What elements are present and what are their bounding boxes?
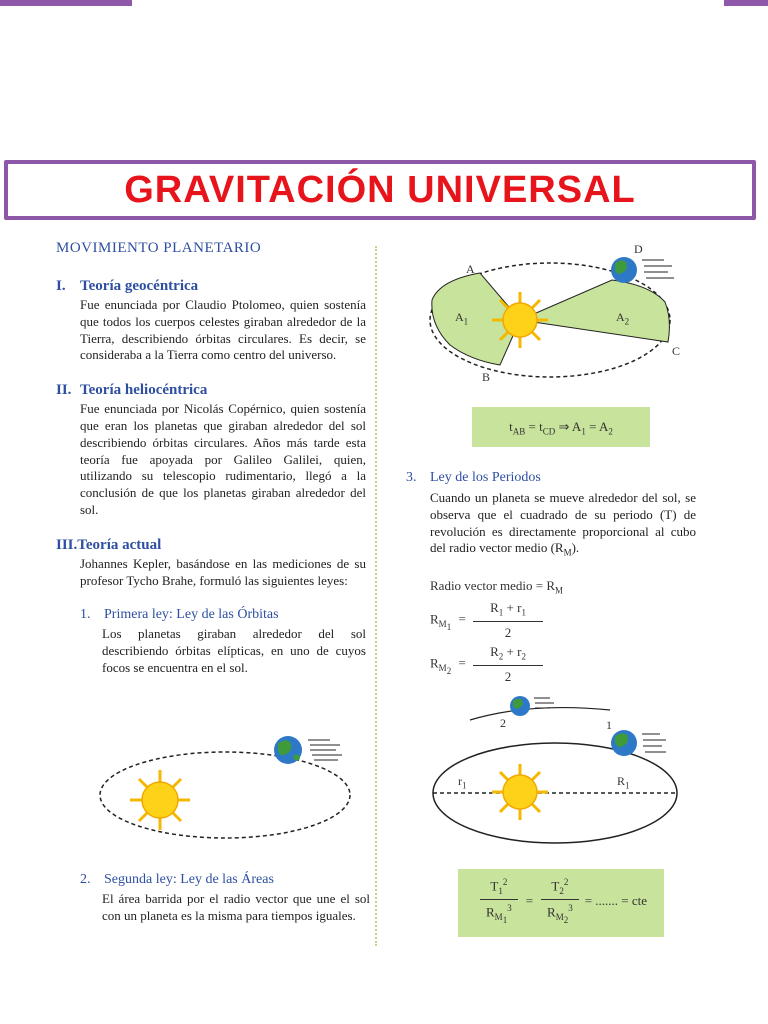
law-2-text: El área barrida por el radio vector que une el sol con un planeta es la misma para tiempos iguales. [102,891,370,923]
law-3-title: 3. Ley de los Periodos [406,470,541,485]
top-right-tab [724,0,768,6]
periods-formula-box [458,869,664,937]
column-divider [375,246,377,946]
title-frame [4,160,756,220]
section-2-title: II. Teoría heliocéntrica [56,382,208,399]
section-3-text: Johannes Kepler, basándose en las mediciones de su profesor Tycho Brahe, formuló las siguientes leyes: [80,555,366,588]
radius-definition: Radio vector medio = $R_M$ [430,578,564,596]
orbit-ellipse-diagram [90,728,370,853]
periods-law-diagram [430,690,700,850]
law-1-text: Los planetas giraban alrededor del sol describiendo órbitas elípticas, en uno de cuyos focos se encuentra en el sol. [102,626,366,675]
point-a-label: A [466,262,475,276]
section-3-title: III.Teoría actual [56,536,162,553]
point-c-label: C [672,344,681,358]
rm2-formula: $R_{M_2}$ = $\frac{R_2 + r_2}{2}$ [430,644,543,685]
area-1-label: $A_1$ [455,310,469,327]
law-1-title: 1. Primera ley: Ley de las Órbitas [80,607,279,623]
earth-icon [611,257,674,283]
earth-icon [274,736,342,764]
top-left-tab [0,0,132,6]
area-2-sector [520,280,669,342]
area-2-label: $A_2$ [616,310,630,327]
orbit-path [100,752,350,838]
periods-formula: $\frac{T_1^2}{R_{M_1}^3}$ = $\frac{T_2^2}{R_{M_2}^3}$ = ....... = cte [480,877,647,925]
earth-icon-1 [611,730,666,756]
section-1-text: Fue enunciada por Claudio Ptolomeo, quien sostenía que todos los cuerpos celestes giraban alrededor de la Tierra, describiendo órbitas circulares. Es decir, se consideraba a la Tierra como centro del universo. [80,297,366,363]
planet-1-label: 1 [606,718,612,732]
areas-formula: $t_{AB} = t_{CD}$ ⇒ $A_1 = A_2$ [509,419,613,437]
outer-orbit-arc [470,708,610,720]
point-b-label: B [482,370,491,384]
section-2-text: Fue enunciada por Nicolás Copérnico, quien sostenía que eran los planetas que giraban alrededor del sol describiendo órbitas circulares. Años más tarde esta teoría fue apoyada por Galileo Galilei, quien, utilizando su telescopio rudimentario, llegó a la conclusión de que los planetas giraban alrededor del sol. [80,401,366,517]
law-3-block [406,470,696,562]
left-column [56,240,366,677]
planet-2-label: 2 [500,716,506,730]
page-title: GRAVITACIÓN UNIVERSAL [124,168,636,211]
r-big-label: $R_1$ [617,774,630,791]
section-heading: MOVIMIENTO PLANETARIO [56,240,262,256]
point-d-label: D [634,242,643,256]
sun-icon [130,770,190,830]
section-1-title: I. Teoría geocéntrica [56,278,199,294]
law-2-title: 2. Segunda ley: Ley de las Áreas [80,872,274,887]
sun-icon [492,292,548,348]
areas-formula-box [472,407,650,447]
earth-icon-2 [510,696,554,716]
rm1-formula: $R_{M_1}$ = $\frac{R_1 + r_1}{2}$ [430,600,543,641]
sun-icon [492,764,548,820]
r-small-label: $r_1$ [458,774,467,791]
law-2-block [80,872,370,925]
law-3-text: Cuando un planeta se mueve alrededor del sol, se observa que el cuadrado de su periodo (T) de revolución es directamente proporcional al cubo del radio vector medio $(R_M)$. [430,490,696,558]
